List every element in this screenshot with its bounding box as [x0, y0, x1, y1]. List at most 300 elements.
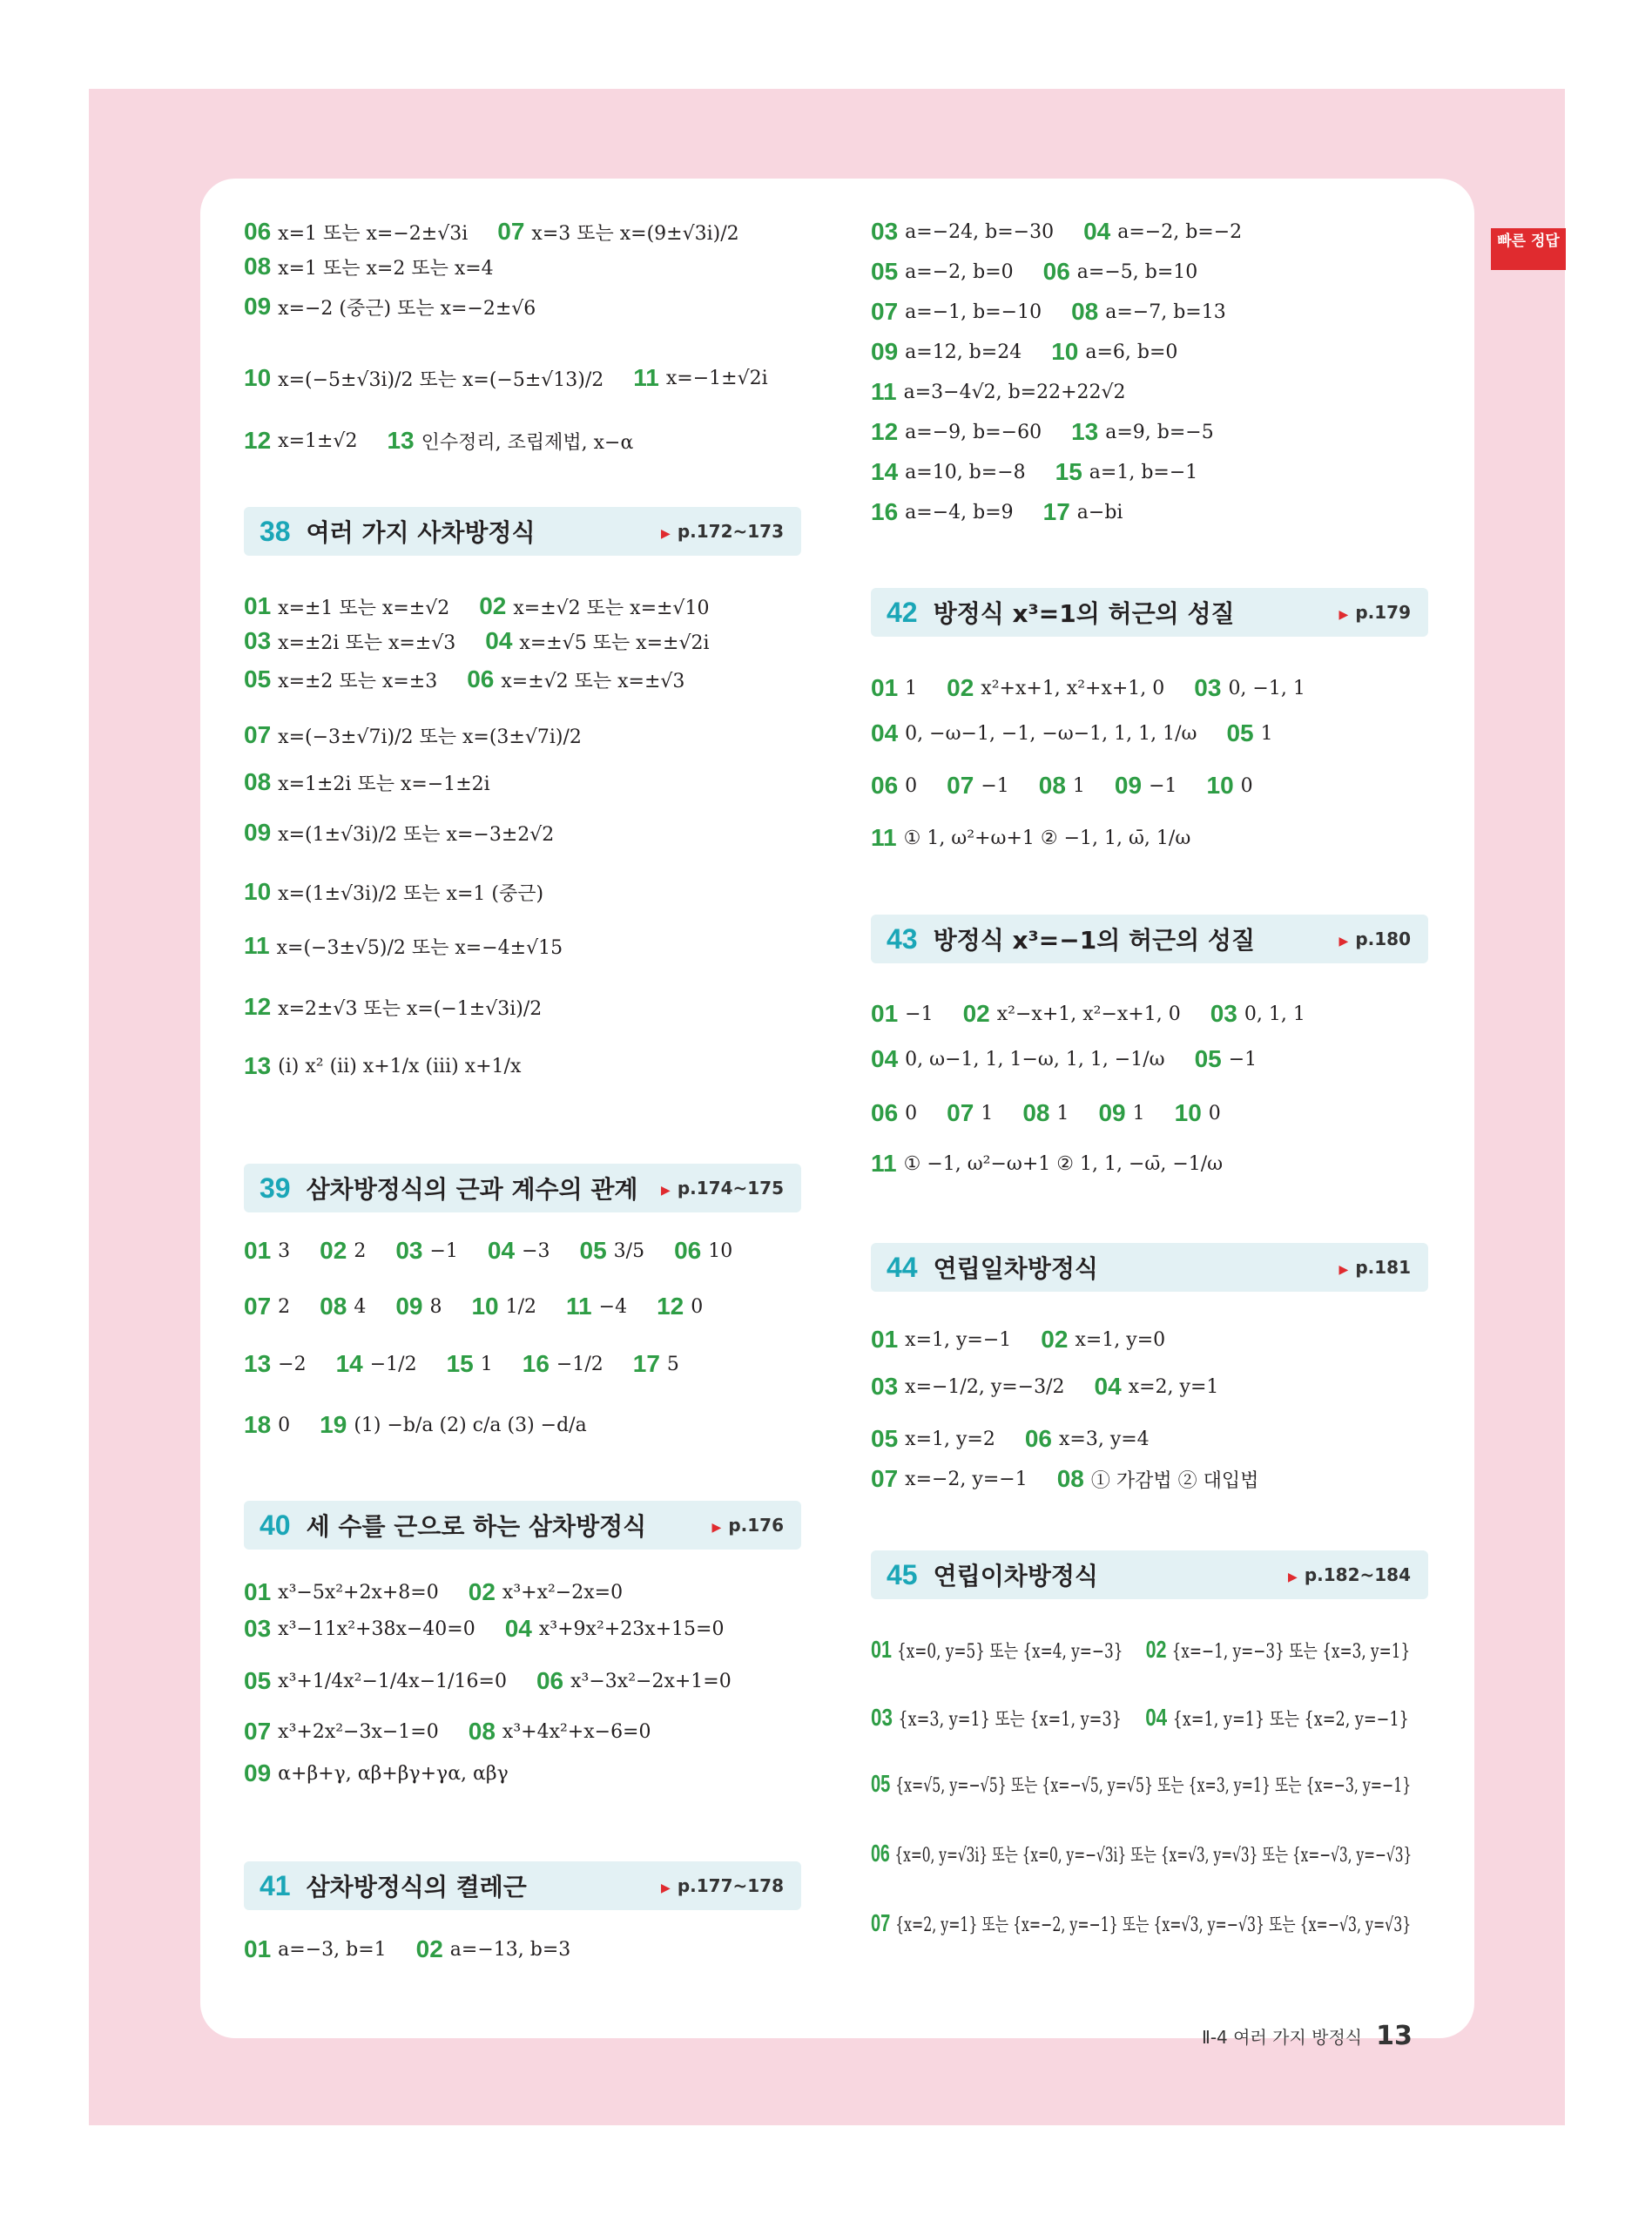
page-footer: [1202, 2021, 1413, 2051]
answer-item: [871, 1099, 917, 1127]
answer-item: [244, 768, 490, 796]
problem-number: 16: [871, 498, 899, 525]
section-page-link[interactable]: [1339, 929, 1411, 949]
problem-number: 01: [871, 1326, 899, 1353]
section-number: 41: [260, 1869, 291, 1901]
answer-text: x³−11x²+38x−40=0: [278, 1617, 475, 1640]
section-title: 삼차방정식의 켤레근: [306, 1873, 527, 1901]
problem-number: 14: [871, 458, 899, 485]
problem-number: 04: [1145, 1704, 1168, 1731]
problem-number: 11: [871, 378, 897, 405]
answer-text: 인수정리, 조립제법, x−α: [421, 431, 634, 454]
answer-item: [1175, 1099, 1221, 1127]
answer-item: [244, 1237, 290, 1265]
answer-text: a=−1, b=−10: [905, 301, 1042, 323]
answer-text: x=3 또는 x=(9±√3i)/2: [531, 222, 739, 245]
answer-text: 2: [354, 1239, 367, 1262]
answer-text: a=−2, b=−2: [1117, 220, 1243, 243]
problem-number: 06: [871, 772, 899, 799]
problem-number: 04: [1083, 218, 1111, 245]
answer-item: [1055, 458, 1198, 486]
answer-text: {x=0, y=5} 또는 {x=4, y=−3}: [897, 1640, 1123, 1663]
problem-number: 06: [467, 665, 495, 692]
answer-text: x=−1±√2i: [665, 367, 768, 389]
answer-text: a=6, b=0: [1085, 341, 1178, 363]
answer-item: [566, 1293, 627, 1320]
answer-row: [244, 592, 738, 620]
answer-item: [633, 1350, 679, 1378]
answer-row: [871, 1000, 1335, 1028]
page-ref: p.181: [1355, 1257, 1411, 1278]
answer-item: [320, 1411, 587, 1439]
answer-text: (ⅰ) x² (ⅱ) x+1/x (ⅲ) x+1/x: [278, 1055, 522, 1077]
answer-text: a=3−4√2, b=22+22√2: [903, 381, 1126, 403]
answer-text: a=−13, b=3: [449, 1938, 571, 1961]
answer-item: [1071, 418, 1214, 446]
answer-text: −1: [981, 774, 1009, 797]
problem-number: 19: [320, 1411, 347, 1438]
answer-row: [871, 258, 1227, 286]
answer-text: x=±1 또는 x=±√2: [278, 597, 450, 619]
problem-number: 05: [871, 1425, 899, 1452]
problem-number: 18: [244, 1411, 272, 1438]
answer-item: [1043, 258, 1198, 286]
page-ref: p.174~175: [677, 1178, 784, 1199]
answer-text: −4: [598, 1295, 628, 1318]
section-title: 방정식 x³=−1의 허근의 성질: [933, 926, 1255, 955]
answer-item: [871, 1770, 1411, 1798]
answer-text: {x=1, y=1} 또는 {x=2, y=−1}: [1172, 1708, 1409, 1731]
answer-item: [1195, 1045, 1258, 1073]
problem-number: 02: [415, 1935, 443, 1962]
answer-text: −1: [429, 1239, 458, 1262]
answer-item: [244, 721, 582, 749]
problem-number: 02: [1041, 1326, 1069, 1353]
problem-number: 09: [395, 1293, 423, 1320]
section-header: [871, 588, 1428, 637]
answer-item: [416, 1935, 571, 1963]
answer-item: [871, 1150, 1223, 1178]
answer-text: −1: [1149, 774, 1177, 797]
problem-number: 07: [871, 298, 899, 325]
answer-item: [1145, 1704, 1409, 1732]
page-ref: p.179: [1355, 602, 1411, 623]
problem-number: 04: [487, 1237, 516, 1264]
section-header: [871, 1550, 1428, 1599]
section-page-link[interactable]: [661, 1875, 784, 1896]
problem-number: 01: [244, 1578, 272, 1605]
answer-row: [244, 1237, 762, 1265]
section-number: 38: [260, 515, 291, 547]
problem-number: 03: [871, 1373, 899, 1400]
answer-text: x=1±√2: [278, 429, 358, 452]
answer-row: [871, 1373, 1248, 1401]
answer-text: 1: [1056, 1102, 1069, 1124]
problem-number: 05: [1194, 1045, 1222, 1072]
problem-number: 01: [244, 1935, 272, 1962]
arrow-icon: ▶: [661, 1881, 671, 1895]
problem-number: 02: [320, 1237, 347, 1264]
problem-number: 04: [871, 1045, 899, 1072]
answer-item: [1051, 338, 1177, 366]
problem-number: 12: [871, 418, 899, 445]
quick-answer-tab[interactable]: 빠른 정답: [1491, 228, 1566, 270]
answer-item: [244, 253, 494, 280]
problem-number: 10: [471, 1293, 499, 1320]
answer-row: [871, 824, 1220, 852]
answer-item: [320, 1237, 366, 1265]
answer-text: x³+9x²+23x+15=0: [538, 1617, 725, 1640]
section-page-link[interactable]: [1288, 1564, 1411, 1585]
footer-section: Ⅱ-4 여러 가지 방정식: [1202, 2027, 1363, 2048]
answer-row: [871, 1840, 1433, 1867]
answer-row: [244, 1935, 600, 1963]
answer-item: [963, 1000, 1181, 1028]
answer-row: [871, 1425, 1179, 1453]
answer-item: [336, 1350, 417, 1378]
answer-row: [244, 1718, 681, 1746]
answer-item: [387, 427, 633, 455]
answer-item: [871, 772, 917, 800]
answer-row: [244, 721, 611, 749]
answer-text: x²+x+1, x²+x+1, 0: [981, 677, 1165, 699]
answer-text: −1: [1228, 1048, 1258, 1070]
answer-text: 1: [905, 677, 918, 699]
problem-number: 02: [962, 1000, 990, 1027]
arrow-icon: ▶: [661, 527, 671, 541]
answer-item: [947, 674, 1164, 702]
answer-row: [244, 665, 714, 693]
answer-item: [1226, 719, 1272, 747]
problem-number: 07: [947, 772, 974, 799]
problem-number: 04: [504, 1615, 532, 1642]
answer-text: {x=−1, y=−3} 또는 {x=3, y=1}: [1171, 1640, 1411, 1663]
problem-number: 08: [244, 768, 272, 795]
section-title: 삼차방정식의 근과 계수의 관계: [306, 1175, 638, 1204]
answer-item: [871, 1000, 934, 1028]
answer-row: [244, 1578, 652, 1606]
problem-number: 13: [387, 427, 415, 454]
answer-text: x³−3x²−2x+1=0: [570, 1670, 732, 1692]
answer-text: x=1 또는 x=2 또는 x=4: [278, 257, 494, 280]
problem-number: 12: [244, 427, 272, 454]
page-number: 13: [1376, 2021, 1413, 2051]
problem-number: 05: [871, 1770, 891, 1797]
answer-row: [871, 378, 1156, 406]
problem-number: 03: [1194, 674, 1222, 701]
answer-text: 4: [354, 1295, 367, 1318]
answer-row: [244, 427, 663, 455]
problem-number: 01: [244, 592, 272, 619]
answer-text: ① 가감법 ② 대입법: [1090, 1469, 1259, 1492]
problem-number: 03: [1210, 1000, 1237, 1027]
answer-item: [947, 1099, 993, 1127]
answer-item: [1115, 772, 1177, 800]
answer-item: [244, 1293, 290, 1320]
answer-text: ① 1, ω²+ω+1 ② −1, 1, ω̄, 1/ω: [903, 827, 1191, 849]
answer-row: [871, 674, 1335, 702]
problem-number: 04: [1094, 1373, 1122, 1400]
answer-item: [467, 665, 684, 693]
answer-text: x=3, y=4: [1059, 1428, 1150, 1450]
problem-number: 05: [244, 665, 272, 692]
answer-text: a=12, b=24: [905, 341, 1022, 363]
section-page-link[interactable]: [661, 521, 784, 542]
section-page-link[interactable]: [1339, 1257, 1411, 1278]
answer-text: x=2±√3 또는 x=(−1±√3i)/2: [278, 997, 543, 1020]
section-number: 40: [260, 1509, 291, 1541]
answer-text: x=(−3±√7i)/2 또는 x=(3±√7i)/2: [278, 726, 582, 748]
answer-item: [244, 1718, 439, 1746]
answer-text: x=1 또는 x=−2±√3i: [278, 222, 469, 245]
answer-text: ① −1, ω²−ω+1 ② 1, 1, −ω̄, −1/ω: [903, 1152, 1224, 1175]
answer-text: a=−9, b=−60: [905, 421, 1042, 443]
answer-text: a=−3, b=1: [278, 1938, 387, 1961]
answer-item: [479, 592, 709, 620]
answer-text: x=(−3±√5)/2 또는 x=−4±√15: [276, 936, 563, 959]
answer-text: x³−5x²+2x+8=0: [278, 1581, 439, 1604]
answer-item: [505, 1615, 725, 1643]
answer-item: [244, 427, 357, 455]
problem-number: 09: [1114, 772, 1143, 799]
section-page-link[interactable]: [661, 1178, 784, 1199]
problem-number: 04: [485, 627, 513, 654]
arrow-icon: ▶: [1338, 935, 1349, 949]
answer-text: 0: [1240, 774, 1253, 797]
answer-row: [244, 1667, 761, 1695]
problem-number: 13: [1071, 418, 1099, 445]
problem-number: 08: [244, 253, 272, 280]
problem-number: 02: [947, 674, 974, 701]
problem-number: 06: [1042, 258, 1070, 285]
answer-text: x=(1±√3i)/2 또는 x=−3±2√2: [278, 823, 555, 846]
answer-row: [871, 338, 1207, 366]
problem-number: 09: [244, 819, 272, 846]
arrow-icon: ▶: [1288, 1570, 1298, 1584]
answer-row: [871, 1099, 1251, 1127]
answer-row: [244, 932, 592, 960]
answer-text: 1: [480, 1353, 493, 1375]
answer-text: −1/2: [369, 1353, 417, 1375]
answer-item: [244, 364, 603, 392]
answer-text: 8: [429, 1295, 442, 1318]
section-page-link[interactable]: [1339, 602, 1411, 623]
answer-text: a=−2, b=0: [905, 260, 1014, 283]
problem-number: 08: [1038, 772, 1066, 799]
section-title: 여러 가지 사차방정식: [306, 518, 536, 547]
answer-text: a=−5, b=10: [1076, 260, 1198, 283]
answer-text: x=−2, y=−1: [905, 1468, 1028, 1490]
answer-text: x=1, y=−1: [905, 1328, 1012, 1351]
answer-row: [244, 627, 739, 655]
answer-item: [871, 1840, 1412, 1867]
problem-number: 05: [244, 1667, 272, 1694]
answer-text: a=10, b=−8: [905, 461, 1026, 483]
problem-number: 11: [566, 1293, 592, 1320]
answer-item: [871, 824, 1190, 852]
answer-item: [244, 932, 563, 960]
answer-item: [244, 627, 455, 655]
problem-number: 10: [1206, 772, 1234, 799]
answer-item: [536, 1667, 732, 1695]
answer-item: [1083, 218, 1242, 246]
answer-item: [244, 592, 449, 620]
answer-item: [871, 418, 1042, 446]
answer-item: [244, 1615, 475, 1643]
problem-number: 17: [632, 1350, 660, 1377]
problem-number: 16: [522, 1350, 550, 1377]
answer-item: [244, 293, 536, 321]
page-ref: p.180: [1355, 929, 1411, 949]
answer-text: a=1, b=−1: [1089, 461, 1198, 483]
problem-number: 01: [871, 674, 899, 701]
problem-number: 06: [871, 1840, 890, 1867]
problem-number: 09: [244, 293, 272, 320]
problem-number: 09: [1098, 1099, 1126, 1126]
problem-number: 13: [244, 1052, 272, 1079]
answer-item: [395, 1237, 458, 1265]
answer-item: [633, 364, 767, 392]
answer-row: [244, 819, 583, 847]
problem-number: 03: [871, 1704, 893, 1731]
answer-text: 0: [905, 774, 918, 797]
answer-text: x=1, y=2: [905, 1428, 995, 1450]
answer-text: 2: [278, 1295, 291, 1318]
answer-text: −2: [278, 1353, 307, 1375]
answer-text: 0, −ω−1, −1, −ω−1, 1, 1, 1/ω: [905, 722, 1197, 745]
arrow-icon: ▶: [1338, 1263, 1349, 1277]
problem-number: 11: [244, 932, 270, 959]
answer-text: (1) −b/a (2) c/a (3) −d/a: [354, 1414, 587, 1436]
problem-number: 11: [871, 1150, 897, 1177]
answer-row: [871, 1636, 1433, 1664]
problem-number: 07: [947, 1099, 974, 1126]
answer-text: {x=0, y=√3i} 또는 {x=0, y=−√3i} 또는 {x=√3, y=√3} 또는 {x=−√3, y=−√3}: [894, 1844, 1413, 1867]
problem-number: 02: [1145, 1636, 1167, 1663]
answer-row: [244, 993, 571, 1021]
answer-text: x=1, y=0: [1075, 1328, 1166, 1351]
answer-text: 0: [1208, 1102, 1221, 1124]
answer-item: [244, 1578, 439, 1606]
answer-item: [244, 665, 437, 693]
problem-number: 02: [479, 592, 507, 619]
answer-item: [1041, 1326, 1165, 1354]
problem-number: 12: [657, 1293, 684, 1320]
answer-item: [244, 1052, 521, 1080]
answer-row: [244, 218, 769, 246]
answer-row: [871, 1150, 1252, 1178]
answer-text: a=−4, b=9: [905, 501, 1014, 523]
section-title: 세 수를 근으로 하는 삼차방정식: [306, 1512, 647, 1541]
answer-text: x=±√2 또는 x=±√3: [501, 670, 685, 692]
answer-item: [871, 218, 1054, 246]
problem-number: 04: [871, 719, 899, 746]
arrow-icon: ▶: [1338, 608, 1349, 622]
answer-row: [871, 1909, 1433, 1937]
answer-text: x³+1/4x²−1/4x−1/16=0: [278, 1670, 507, 1692]
section-header: [244, 1164, 801, 1212]
answer-item: [485, 627, 709, 655]
answer-item: [871, 338, 1022, 366]
answer-row: [871, 418, 1244, 446]
problem-number: 10: [244, 364, 272, 391]
problem-number: 08: [1071, 298, 1099, 325]
answer-item: [871, 1326, 1011, 1354]
problem-number: 15: [1055, 458, 1082, 485]
answer-item: [674, 1237, 732, 1265]
answer-item: [244, 819, 554, 847]
answer-text: 10: [708, 1239, 733, 1262]
answer-text: 1: [1260, 722, 1273, 745]
answer-item: [1210, 1000, 1305, 1028]
answer-text: −3: [522, 1239, 550, 1262]
answer-text: x=−2 (중근) 또는 x=−2±√6: [278, 297, 536, 320]
answer-text: a−bi: [1076, 501, 1123, 523]
answer-text: x=(1±√3i)/2 또는 x=1 (중근): [278, 882, 544, 905]
page-ref: p.177~178: [677, 1875, 784, 1896]
answer-text: α+β+γ, αβ+βγ+γα, αβγ: [278, 1762, 509, 1785]
answer-row: [871, 1045, 1286, 1073]
answer-row: [871, 1465, 1288, 1493]
answer-row: [244, 1411, 617, 1439]
answer-item: [1039, 772, 1085, 800]
problem-number: 14: [335, 1350, 363, 1377]
answer-text: x=±√5 또는 x=±√2i: [519, 631, 710, 654]
answer-row: [244, 768, 520, 796]
answer-item: [1043, 498, 1123, 526]
answer-text: 0, 1, 1: [1244, 1003, 1305, 1025]
problem-number: 03: [244, 1615, 272, 1642]
problem-number: 08: [1056, 1465, 1084, 1492]
problem-number: 10: [1174, 1099, 1202, 1126]
answer-item: [871, 498, 1014, 526]
problem-number: 06: [1024, 1425, 1052, 1452]
answer-text: {x=2, y=1} 또는 {x=−2, y=−1} 또는 {x=√3, y=−√3} 또는 {x=−√3, y=√3}: [895, 1914, 1412, 1936]
answer-text: 5: [666, 1353, 679, 1375]
problem-number: 01: [244, 1237, 272, 1264]
answer-row: [871, 218, 1271, 246]
arrow-icon: ▶: [661, 1184, 671, 1198]
answer-text: 0, ω−1, 1, 1−ω, 1, 1, −1/ω: [905, 1048, 1165, 1070]
answer-text: −1/2: [556, 1353, 603, 1375]
section-number: 42: [887, 596, 918, 628]
section-page-link[interactable]: [712, 1515, 784, 1536]
answer-text: 1: [981, 1102, 994, 1124]
answer-item: [244, 1411, 290, 1439]
answer-text: x³+4x²+x−6=0: [502, 1720, 651, 1743]
problem-number: 07: [244, 1718, 272, 1745]
answer-row: [871, 1326, 1195, 1354]
answer-item: [497, 218, 738, 246]
answer-item: [871, 1704, 1122, 1732]
answer-item: [1146, 1636, 1411, 1664]
answer-item: [871, 298, 1042, 326]
problem-number: 07: [244, 1293, 272, 1320]
section-header: [244, 1501, 801, 1550]
answer-item: [395, 1293, 442, 1320]
problem-number: 01: [871, 1636, 892, 1663]
answer-text: 1/2: [505, 1295, 537, 1318]
answer-item: [523, 1350, 603, 1378]
problem-number: 11: [633, 364, 659, 391]
answer-text: x³+x²−2x=0: [502, 1581, 624, 1604]
answer-item: [871, 1465, 1028, 1493]
problem-number: 15: [446, 1350, 474, 1377]
problem-number: 07: [871, 1909, 891, 1936]
section-header: [244, 1861, 801, 1910]
answer-item: [1071, 298, 1226, 326]
answer-row: [244, 1293, 732, 1320]
